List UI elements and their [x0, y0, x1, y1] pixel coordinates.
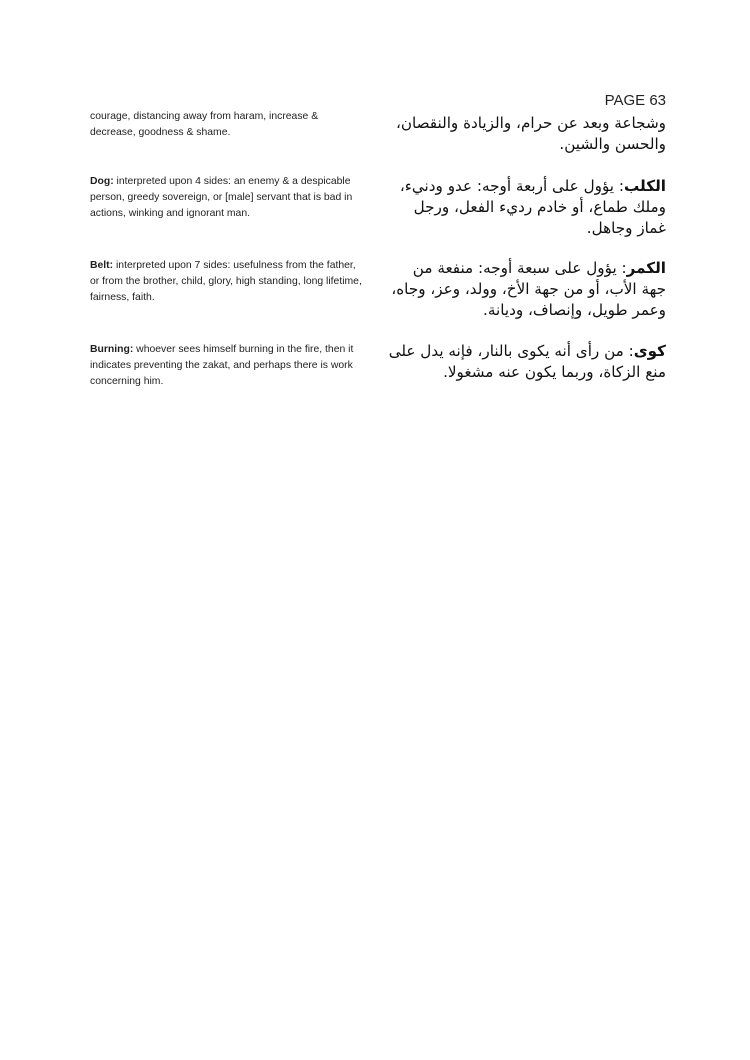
english-text: whoever sees himself burning in the fire, then it indicates preventing the zakat, and perhaps there is work concerning him. — [90, 344, 354, 387]
arabic-text: وشجاعة وبعد عن حرام، والزيادة والنقصان، والحسن والشين. — [395, 114, 666, 153]
english-term: Belt: — [90, 260, 114, 271]
english-entry-dog — [90, 174, 365, 222]
arabic-entry-belt — [385, 258, 666, 321]
arabic-entry-dog — [385, 176, 666, 239]
english-term: Dog: — [90, 176, 114, 187]
arabic-entry-continuation — [385, 113, 666, 155]
arabic-text: : يؤول على أربعة أوجه: عدو ودنيء، وملك طماع، أو خادم رديء الفعل، ورجل غماز وجاهل. — [399, 177, 666, 237]
english-entry-burning — [90, 342, 365, 390]
arabic-term: كوى — [633, 342, 666, 360]
english-text: courage, distancing away from haram, increase & decrease, goodness & shame. — [90, 111, 319, 138]
english-text: interpreted upon 7 sides: usefulness from the father, or from the brother, child, glory, high standing, long lifetime, fairness, faith. — [90, 260, 362, 303]
page-number: PAGE 63 — [604, 92, 666, 109]
english-text: interpreted upon 4 sides: an enemy & a despicable person, greedy sovereign, or [male] servant that is bad in actions, winking and ignorant man. — [90, 176, 353, 219]
arabic-term: الكلب — [623, 177, 666, 195]
english-entry-continuation — [90, 109, 365, 141]
arabic-entry-burning — [385, 341, 666, 383]
arabic-text: : من رأى أنه يكوى بالنار، فإنه يدل على منع الزكاة، وربما يكون عنه مشغولا. — [388, 342, 666, 381]
english-entry-belt — [90, 258, 365, 306]
arabic-text: : يؤول على سبعة أوجه: منفعة من جهة الأب، أو من جهة الأخ، وولد، وعز، وجاه، وعمر طويل، وإنصاف، وديانة. — [391, 259, 666, 319]
english-term: Burning: — [90, 344, 134, 355]
arabic-term: الكمر — [626, 259, 666, 277]
